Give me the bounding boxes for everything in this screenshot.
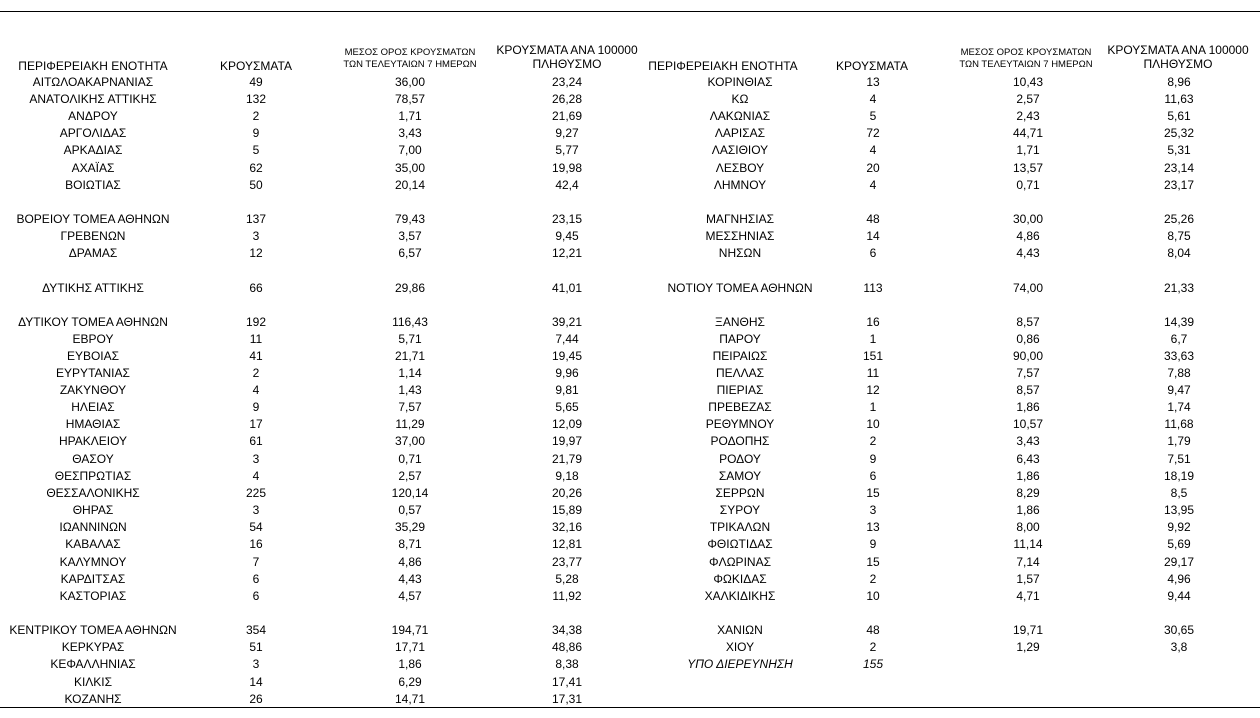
cases-cell: 9: [252, 126, 260, 140]
avg7-cell: 35,29: [394, 520, 426, 534]
cases-cell: 14: [866, 229, 880, 243]
cases-cell: 16: [866, 315, 880, 329]
cases-cell: 155: [862, 657, 884, 671]
region-cell: ΜΕΣΣΗΝΙΑΣ: [705, 229, 775, 243]
cases-cell: 17: [249, 417, 263, 431]
region-cell: ΦΘΙΩΤΙΔΑΣ: [707, 537, 773, 551]
avg7-cell: 8,00: [1016, 520, 1040, 534]
avg7-cell: 0,86: [1016, 332, 1040, 346]
avg7-cell: 3,43: [1016, 434, 1040, 448]
cases-cell: 72: [866, 126, 880, 140]
avg7-cell: 19,71: [1012, 623, 1044, 637]
region-cell: ΘΕΣΠΡΩΤΙΑΣ: [54, 469, 132, 483]
cases-cell: 6: [869, 246, 877, 260]
per100k-cell: 19,98: [551, 161, 583, 175]
avg7-cell: 11,14: [1013, 537, 1043, 551]
header-region: ΠΕΡΙΦΕΡΕΙΑΚΗ ΕΝΟΤΗΤΑ: [648, 59, 798, 73]
cases-cell: 54: [249, 520, 263, 534]
per100k-cell: 5,65: [555, 400, 579, 414]
avg7-cell: 1,57: [1016, 572, 1040, 586]
region-cell: ΚΑΒΑΛΑΣ: [65, 537, 121, 551]
per100k-cell: 4,96: [1167, 572, 1191, 586]
per100k-cell: 48,86: [551, 640, 583, 654]
avg7-cell: 44,71: [1012, 126, 1044, 140]
region-cell: ΑΡΓΟΛΙΔΑΣ: [59, 126, 127, 140]
region-cell: ΘΑΣΟΥ: [72, 452, 114, 466]
avg7-cell: 8,29: [1016, 486, 1040, 500]
cases-cell: 12: [249, 246, 263, 260]
avg7-cell: 11,29: [395, 417, 425, 431]
per100k-cell: 8,75: [1167, 229, 1191, 243]
avg7-cell: 0,71: [398, 452, 422, 466]
cases-cell: 3: [252, 657, 260, 671]
avg7-cell: 14,71: [394, 692, 426, 706]
cases-cell: 15: [866, 555, 880, 569]
cases-cell: 13: [866, 75, 880, 89]
cases-cell: 11: [249, 332, 263, 346]
avg7-cell: 79,43: [394, 212, 426, 226]
avg7-cell: 6,43: [1016, 452, 1040, 466]
cases-cell: 26: [249, 692, 263, 706]
avg7-cell: 20,14: [394, 178, 426, 192]
per100k-cell: 11,63: [1164, 92, 1194, 106]
cases-cell: 5: [252, 143, 260, 157]
per100k-cell: 12,21: [551, 246, 583, 260]
per100k-cell: 23,77: [551, 555, 583, 569]
cases-cell: 2: [869, 434, 877, 448]
cases-cell: 20: [866, 161, 880, 175]
avg7-cell: 4,71: [1016, 589, 1040, 603]
cases-cell: 2: [252, 366, 260, 380]
cases-cell: 4: [869, 92, 877, 106]
avg7-cell: 194,71: [391, 623, 429, 637]
per100k-cell: 23,24: [551, 75, 583, 89]
avg7-cell: 4,43: [398, 572, 422, 586]
per100k-cell: 34,38: [551, 623, 583, 637]
avg7-cell: 2,57: [1016, 92, 1040, 106]
region-cell: ΑΙΤΩΛΟΑΚΑΡΝΑΝΙΑΣ: [32, 75, 154, 89]
cases-cell: 9: [869, 452, 877, 466]
header-avg7-line2: ΤΩΝ ΤΕΛΕΥΤΑΙΩΝ 7 ΗΜΕΡΩΝ: [343, 59, 477, 70]
cases-cell: 4: [252, 469, 260, 483]
region-cell: ΣΑΜΟΥ: [718, 469, 762, 483]
region-cell: ΠΕΙΡΑΙΩΣ: [712, 349, 768, 363]
avg7-cell: 7,14: [1016, 555, 1040, 569]
per100k-cell: 8,96: [1167, 75, 1191, 89]
avg7-cell: 4,86: [398, 555, 422, 569]
avg7-cell: 4,86: [1016, 229, 1040, 243]
per100k-cell: 32,16: [551, 520, 583, 534]
cases-cell: 15: [866, 486, 880, 500]
avg7-cell: 6,29: [398, 675, 422, 689]
region-cell: ΦΩΚΙΔΑΣ: [713, 572, 767, 586]
cases-cell: 12: [866, 383, 880, 397]
region-cell: ΚΕΝΤΡΙΚΟΥ ΤΟΜΕΑ ΑΘΗΝΩΝ: [9, 623, 177, 637]
cases-cell: 49: [249, 75, 263, 89]
avg7-cell: 120,14: [391, 486, 429, 500]
avg7-cell: 21,71: [394, 349, 426, 363]
region-cell: ΔΥΤΙΚΗΣ ΑΤΤΙΚΗΣ: [42, 281, 144, 295]
avg7-cell: 7,57: [398, 400, 422, 414]
per100k-cell: 14,39: [1163, 315, 1195, 329]
avg7-cell: 74,00: [1012, 281, 1044, 295]
per100k-cell: 8,38: [555, 657, 579, 671]
avg7-cell: 4,57: [398, 589, 422, 603]
per100k-cell: 41,01: [551, 281, 583, 295]
avg7-cell: 90,00: [1012, 349, 1044, 363]
avg7-cell: 1,29: [1016, 640, 1040, 654]
region-cell: ΚΙΛΚΙΣ: [73, 675, 113, 689]
cases-cell: 4: [869, 143, 877, 157]
region-cell: ΗΜΑΘΙΑΣ: [65, 417, 121, 431]
region-cell: ΧΑΛΚΙΔΙΚΗΣ: [704, 589, 776, 603]
per100k-cell: 11,68: [1164, 417, 1194, 431]
avg7-cell: 6,57: [398, 246, 422, 260]
cases-cell: 48: [866, 212, 880, 226]
per100k-cell: 5,61: [1167, 109, 1191, 123]
per100k-cell: 12,81: [551, 537, 583, 551]
cases-cell: 11: [866, 366, 880, 380]
per100k-cell: 9,81: [555, 383, 579, 397]
region-cell: ΝΗΣΩΝ: [718, 246, 762, 260]
bottom-rule: [0, 707, 1260, 708]
per100k-cell: 30,65: [1163, 623, 1195, 637]
avg7-cell: 5,71: [398, 332, 422, 346]
cases-cell: 1: [869, 400, 877, 414]
cases-cell: 192: [245, 315, 267, 329]
cases-cell: 10: [866, 589, 880, 603]
avg7-cell: 1,43: [398, 383, 422, 397]
per100k-cell: 5,69: [1167, 537, 1191, 551]
avg7-cell: 1,71: [398, 109, 422, 123]
per100k-cell: 23,17: [1163, 178, 1195, 192]
region-cell: ΚΕΡΚΥΡΑΣ: [61, 640, 125, 654]
cases-cell: 354: [245, 623, 267, 637]
per100k-cell: 23,15: [551, 212, 583, 226]
avg7-cell: 8,57: [1016, 315, 1040, 329]
per100k-cell: 9,47: [1167, 383, 1191, 397]
per100k-cell: 39,21: [551, 315, 583, 329]
per100k-cell: 1,74: [1167, 400, 1191, 414]
per100k-cell: 9,27: [555, 126, 579, 140]
region-cell: ΠΡΕΒΕΖΑΣ: [708, 400, 772, 414]
avg7-cell: 2,57: [398, 469, 422, 483]
cases-cell: 66: [249, 281, 263, 295]
region-cell: ΧΙΟΥ: [725, 640, 755, 654]
avg7-cell: 1,14: [398, 366, 422, 380]
per100k-cell: 17,31: [551, 692, 583, 706]
per100k-cell: 9,96: [555, 366, 579, 380]
cases-cell: 3: [869, 503, 877, 517]
header-avg7-line1: ΜΕΣΟΣ ΟΡΟΣ ΚΡΟΥΣΜΑΤΩΝ: [960, 47, 1092, 58]
region-cell: ΛΕΣΒΟΥ: [715, 161, 765, 175]
region-cell: ΛΗΜΝΟΥ: [713, 178, 767, 192]
header-region: ΠΕΡΙΦΕΡΕΙΑΚΗ ΕΝΟΤΗΤΑ: [18, 59, 168, 73]
per100k-cell: 20,26: [551, 486, 583, 500]
per100k-cell: 33,63: [1163, 349, 1195, 363]
avg7-cell: 1,86: [398, 657, 422, 671]
region-cell: ΚΩ: [731, 92, 749, 106]
region-cell: ΥΠΟ ΔΙΕΡΕΥΝΗΣΗ: [687, 657, 793, 671]
avg7-cell: 35,00: [394, 161, 426, 175]
region-cell: ΡΟΔΟΠΗΣ: [710, 434, 770, 448]
region-cell: ΑΧΑΪΑΣ: [71, 161, 115, 175]
cases-cell: 3: [252, 503, 260, 517]
per100k-cell: 3,8: [1170, 640, 1188, 654]
cases-cell: 7: [252, 555, 260, 569]
cases-cell: 2: [869, 640, 877, 654]
cases-cell: 1: [869, 332, 877, 346]
region-cell: ΘΕΣΣΑΛΟΝΙΚΗΣ: [46, 486, 140, 500]
per100k-cell: 19,97: [551, 434, 583, 448]
region-cell: ΞΑΝΘΗΣ: [715, 315, 765, 329]
region-cell: ΒΟΙΩΤΙΑΣ: [65, 178, 121, 192]
avg7-cell: 1,86: [1016, 400, 1040, 414]
avg7-cell: 0,57: [398, 503, 422, 517]
avg7-cell: 3,43: [398, 126, 422, 140]
region-cell: ΠΑΡΟΥ: [719, 332, 761, 346]
region-cell: ΣΕΡΡΩΝ: [715, 486, 765, 500]
avg7-cell: 13,57: [1012, 161, 1044, 175]
region-cell: ΚΕΦΑΛΛΗΝΙΑΣ: [50, 657, 136, 671]
cases-cell: 225: [245, 486, 267, 500]
cases-cell: 41: [249, 349, 263, 363]
per100k-cell: 42,4: [555, 178, 579, 192]
cases-cell: 9: [869, 537, 877, 551]
avg7-cell: 3,57: [398, 229, 422, 243]
per100k-cell: 23,14: [1163, 161, 1195, 175]
avg7-cell: 10,43: [1012, 75, 1044, 89]
avg7-cell: 37,00: [394, 434, 426, 448]
region-cell: ΠΕΛΛΑΣ: [715, 366, 765, 380]
avg7-cell: 1,86: [1016, 469, 1040, 483]
region-cell: ΚΑΡΔΙΤΣΑΣ: [60, 572, 126, 586]
cases-cell: 62: [249, 161, 263, 175]
cases-cell: 13: [866, 520, 880, 534]
cases-cell: 16: [249, 537, 263, 551]
avg7-cell: 116,43: [392, 315, 428, 329]
region-cell: ΛΑΡΙΣΑΣ: [714, 126, 766, 140]
per100k-cell: 18,19: [1163, 469, 1195, 483]
region-cell: ΖΑΚΥΝΘΟΥ: [59, 383, 127, 397]
cases-cell: 6: [252, 572, 260, 586]
per100k-cell: 5,77: [555, 143, 579, 157]
per100k-cell: 21,79: [551, 452, 583, 466]
cases-cell: 2: [869, 572, 877, 586]
cases-cell: 4: [252, 383, 260, 397]
region-cell: ΠΙΕΡΙΑΣ: [716, 383, 764, 397]
avg7-cell: 2,43: [1016, 109, 1040, 123]
region-cell: ΛΑΚΩΝΙΑΣ: [709, 109, 771, 123]
per100k-cell: 5,31: [1167, 143, 1191, 157]
cases-cell: 51: [249, 640, 263, 654]
region-cell: ΑΡΚΑΔΙΑΣ: [63, 143, 123, 157]
cases-cell: 9: [252, 400, 260, 414]
region-cell: ΤΡΙΚΑΛΩΝ: [709, 520, 771, 534]
per100k-cell: 5,28: [555, 572, 579, 586]
header-per100k-line2: ΠΛΗΘΥΣΜΟ: [1143, 57, 1213, 71]
per100k-cell: 9,45: [555, 229, 579, 243]
header-per100k-line1: ΚΡΟΥΣΜΑΤΑ ΑΝΑ 100000: [1107, 43, 1249, 57]
region-cell: ΣΥΡΟΥ: [719, 503, 761, 517]
region-cell: ΔΡΑΜΑΣ: [68, 246, 118, 260]
avg7-cell: 1,71: [1016, 143, 1040, 157]
region-cell: ΗΡΑΚΛΕΙΟΥ: [58, 434, 128, 448]
region-cell: ΕΥΡΥΤΑΝΙΑΣ: [56, 366, 130, 380]
cases-cell: 4: [869, 178, 877, 192]
region-cell: ΕΒΡΟΥ: [72, 332, 114, 346]
region-cell: ΑΝΔΡΟΥ: [68, 109, 118, 123]
region-cell: ΡΕΘΥΜΝΟΥ: [705, 417, 775, 431]
per100k-cell: 12,09: [551, 417, 583, 431]
avg7-cell: 29,86: [394, 281, 426, 295]
region-cell: ΦΛΩΡΙΝΑΣ: [709, 555, 771, 569]
region-cell: ΔΥΤΙΚΟΥ ΤΟΜΕΑ ΑΘΗΝΩΝ: [18, 315, 168, 329]
cases-cell: 48: [866, 623, 880, 637]
per100k-cell: 9,44: [1167, 589, 1191, 603]
cases-cell: 61: [249, 434, 263, 448]
per100k-cell: 8,5: [1170, 486, 1188, 500]
cases-cell: 6: [869, 469, 877, 483]
cases-cell: 3: [252, 229, 260, 243]
per100k-cell: 29,17: [1163, 555, 1195, 569]
region-cell: ΧΑΝΙΩΝ: [717, 623, 763, 637]
cases-cell: 2: [252, 109, 260, 123]
header-avg7-line1: ΜΕΣΟΣ ΟΡΟΣ ΚΡΟΥΣΜΑΤΩΝ: [344, 47, 476, 58]
header-avg7-line2: ΤΩΝ ΤΕΛΕΥΤΑΙΩΝ 7 ΗΜΕΡΩΝ: [959, 59, 1093, 70]
region-cell: ΡΟΔΟΥ: [719, 452, 761, 466]
region-cell: ΑΝΑΤΟΛΙΚΗΣ ΑΤΤΙΚΗΣ: [29, 92, 157, 106]
per100k-cell: 7,88: [1167, 366, 1191, 380]
right-table: [640, 0, 1260, 718]
region-cell: ΙΩΑΝΝΙΝΩΝ: [59, 520, 127, 534]
header-cases: ΚΡΟΥΣΜΑΤΑ: [836, 59, 908, 73]
cases-cell: 5: [869, 109, 877, 123]
avg7-cell: 78,57: [394, 92, 426, 106]
per100k-cell: 13,95: [1163, 503, 1195, 517]
cases-cell: 132: [245, 92, 267, 106]
avg7-cell: 17,71: [394, 640, 426, 654]
per100k-cell: 11,92: [552, 589, 582, 603]
per100k-cell: 7,51: [1167, 452, 1191, 466]
region-cell: ΒΟΡΕΙΟΥ ΤΟΜΕΑ ΑΘΗΝΩΝ: [16, 212, 170, 226]
avg7-cell: 8,71: [398, 537, 422, 551]
header-cases: ΚΡΟΥΣΜΑΤΑ: [220, 59, 292, 73]
region-cell: ΚΟΖΑΝΗΣ: [64, 692, 122, 706]
cases-cell: 137: [245, 212, 267, 226]
per100k-cell: 7,44: [555, 332, 579, 346]
per100k-cell: 15,89: [551, 503, 583, 517]
per100k-cell: 21,33: [1163, 281, 1195, 295]
region-cell: ΚΟΡΙΝΘΙΑΣ: [707, 75, 773, 89]
cases-cell: 10: [866, 417, 880, 431]
region-cell: ΚΑΣΤΟΡΙΑΣ: [59, 589, 127, 603]
avg7-cell: 8,57: [1016, 383, 1040, 397]
avg7-cell: 30,00: [1012, 212, 1044, 226]
region-cell: ΗΛΕΙΑΣ: [71, 400, 115, 414]
region-cell: ΜΑΓΝΗΣΙΑΣ: [705, 212, 775, 226]
cases-cell: 113: [863, 281, 883, 295]
avg7-cell: 7,00: [398, 143, 422, 157]
avg7-cell: 7,57: [1016, 366, 1040, 380]
region-cell: ΝΟΤΙΟΥ ΤΟΜΕΑ ΑΘΗΝΩΝ: [667, 281, 813, 295]
region-cell: ΚΑΛΥΜΝΟΥ: [59, 555, 127, 569]
avg7-cell: 36,00: [394, 75, 426, 89]
region-cell: ΘΗΡΑΣ: [72, 503, 114, 517]
avg7-cell: 1,86: [1016, 503, 1040, 517]
cases-cell: 14: [249, 675, 263, 689]
region-cell: ΛΑΣΙΘΙΟΥ: [711, 143, 769, 157]
per100k-cell: 6,7: [1170, 332, 1188, 346]
per100k-cell: 19,45: [551, 349, 583, 363]
per100k-cell: 8,04: [1167, 246, 1191, 260]
cases-cell: 151: [862, 349, 884, 363]
header-per100k-line1: ΚΡΟΥΣΜΑΤΑ ΑΝΑ 100000: [496, 43, 638, 57]
per100k-cell: 9,18: [555, 469, 579, 483]
per100k-cell: 25,32: [1163, 126, 1195, 140]
region-cell: ΕΥΒΟΙΑΣ: [66, 349, 120, 363]
header-per100k-line2: ΠΛΗΘΥΣΜΟ: [532, 57, 602, 71]
avg7-cell: 0,71: [1016, 178, 1040, 192]
per100k-cell: 25,26: [1163, 212, 1195, 226]
per100k-cell: 1,79: [1167, 434, 1191, 448]
avg7-cell: 10,57: [1012, 417, 1044, 431]
region-cell: ΓΡΕΒΕΝΩΝ: [60, 229, 126, 243]
per100k-cell: 9,92: [1167, 520, 1191, 534]
cases-cell: 6: [252, 589, 260, 603]
cases-cell: 50: [249, 178, 263, 192]
avg7-cell: 4,43: [1016, 246, 1040, 260]
per100k-cell: 17,41: [551, 675, 583, 689]
per100k-cell: 26,28: [551, 92, 583, 106]
cases-cell: 3: [252, 452, 260, 466]
per100k-cell: 21,69: [551, 109, 583, 123]
